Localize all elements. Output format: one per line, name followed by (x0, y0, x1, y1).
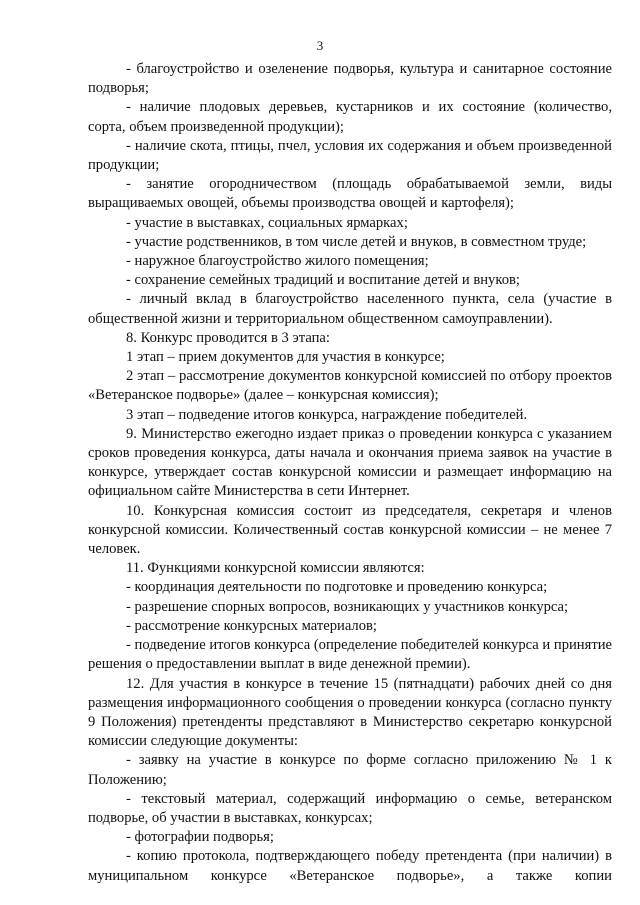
paragraph: - подведение итогов конкурса (определение победителей конкурса и принятие решения о предоставлении выплат в виде денежной премии). (88, 637, 612, 673)
paragraph: 9. Министерство ежегодно издает приказ о проведении конкурса с указанием сроков проведения конкурса, даты начала и окончания приема заявок на участие в конкурсе, утверждает состав конкурсной комиссии и размещает информацию на официальном сайте Министерства в сети Интернет. (88, 425, 612, 500)
paragraph: - наличие скота, птицы, пчел, условия их содержания и объем произведенной продукции; (88, 137, 612, 174)
paragraph: - заявку на участие в конкурсе по форме согласно приложению № 1 к Положению; (88, 752, 612, 788)
paragraph: - наружное благоустройство жилого помещения; (126, 253, 429, 270)
paragraph: - личный вклад в благоустройство населенного пункта, села (участие в общественной жизни и территориальном общественном самоуправлении). (88, 291, 612, 327)
paragraph: - копию протокола, подтверждающего победу претендента (при наличии) в муниципальном конкурсе «Ветеранское подворье», а также копии (88, 848, 612, 884)
paragraph: 12. Для участия в конкурсе в течение 15 (пятнадцати) рабочих дней со дня размещения информационного сообщения о проведении конкурса (согласно пункту 9 Положения) претенденты представляют в Министерство секретарю конкурсной комиссии следующие документы: (88, 675, 612, 750)
paragraph: 11. Функциями конкурсной комиссии являются: (126, 560, 425, 577)
paragraph: 1 этап – прием документов для участия в конкурсе; (126, 349, 445, 366)
page-number: 3 (316, 38, 324, 53)
paragraph: - участие в выставках, социальных ярмарках; (126, 214, 408, 231)
paragraph: - рассмотрение конкурсных материалов; (126, 617, 377, 634)
paragraph: - сохранение семейных традиций и воспитание детей и внуков; (126, 272, 520, 289)
paragraph: - координация деятельности по подготовке и проведению конкурса; (126, 579, 548, 596)
paragraph: 10. Конкурсная комиссия состоит из председателя, секретаря и членов конкурсной комиссии. Количественный состав конкурсной комиссии – не менее 7 человек. (88, 502, 612, 558)
paragraph: 3 этап – подведение итогов конкурса, награждение победителей. (126, 406, 528, 423)
paragraph: - наличие плодовых деревьев, кустарников и их состояние (количество, сорта, объем произведенной продукции); (88, 99, 612, 135)
paragraph: - разрешение спорных вопросов, возникающих у участников конкурса; (126, 598, 569, 615)
paragraph: - занятие огородничеством (площадь обрабатываемой земли, виды выращиваемых овощей, объемы производства овощей и картофеля); (88, 176, 612, 212)
paragraph: - текстовый материал, содержащий информацию о семье, ветеранском подворье, об участии в выставках, конкурсах; (88, 790, 612, 826)
paragraph: 2 этап – рассмотрение документов конкурсной комиссией по отбору проектов «Ветеранское подворье» (далее – конкурсная комиссия); (88, 368, 612, 404)
paragraph: - благоустройство и озеленение подворья, культура и санитарное состояние подворья; (88, 61, 612, 97)
paragraph: - участие родственников, в том числе детей и внуков, в совместном труде; (126, 233, 587, 250)
document-body (88, 60, 612, 886)
paragraph: 8. Конкурс проводится в 3 этапа: (126, 329, 330, 346)
paragraph: - фотографии подворья; (126, 829, 274, 846)
